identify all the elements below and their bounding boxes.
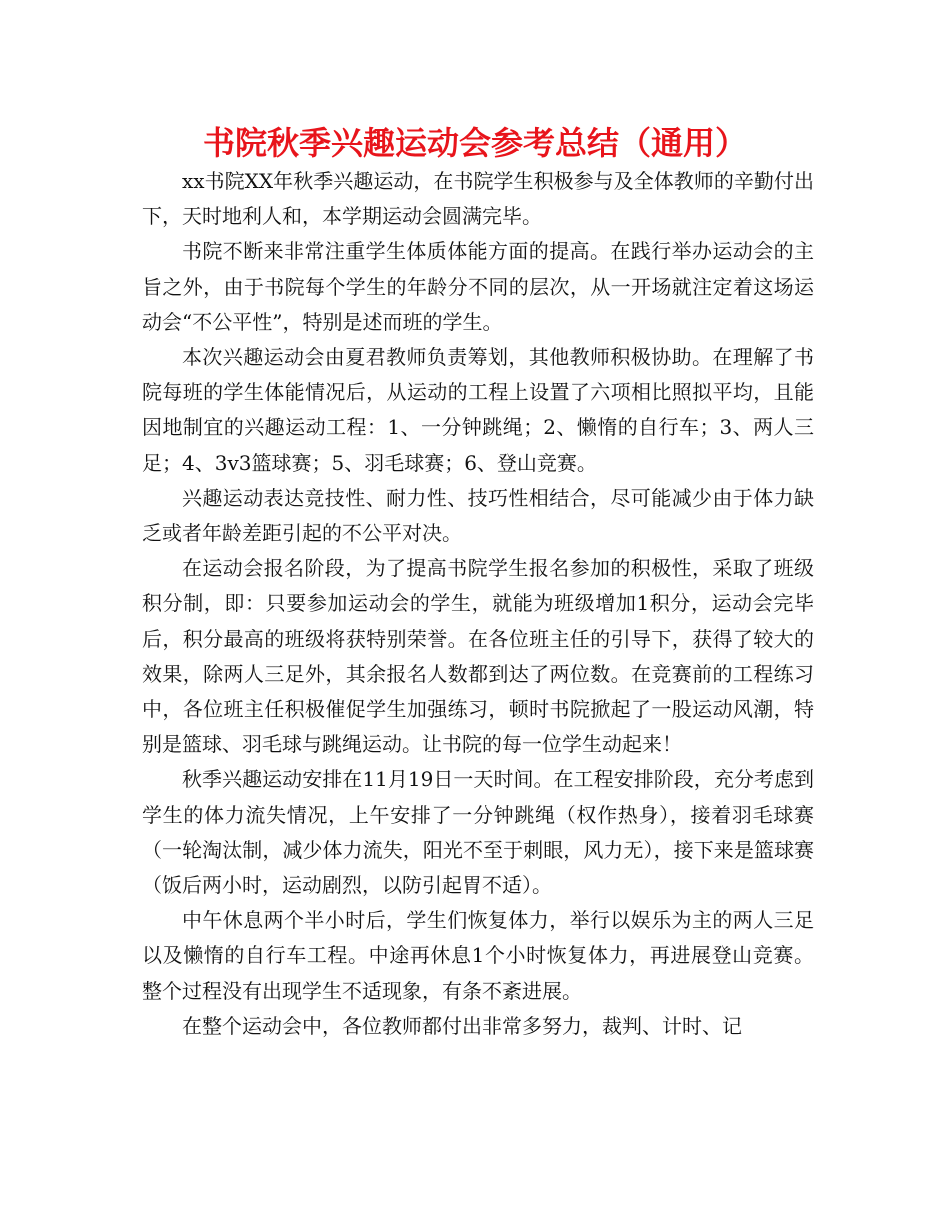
paragraph: 书院不断来非常注重学生体质体能方面的提高。在践行举办运动会的主旨之外，由于书院每个学生的年龄分不同的层次，从一开场就注定着这场运动会“不公平性”，特别是述而班的学生。 (142, 239, 814, 334)
paragraph: 秋季兴趣运动安排在11月19日一天时间。在工程安排阶段，充分考虑到学生的体力流失情况，上午安排了一分钟跳绳（权作热身），接着羽毛球赛（一轮淘汰制，减少体力流失，阳光不至于刺眼，风力无），接下来是篮球赛（饭后两小时，运动剧烈，以防引起胃不适）。 (142, 767, 814, 898)
paragraph: 兴趣运动表达竞技性、耐力性、技巧性相结合，尽可能减少由于体力缺乏或者年龄差距引起的不公平对决。 (142, 485, 814, 546)
document-title: 书院秋季兴趣运动会参考总结（通用） (202, 124, 747, 162)
paragraph: 在整个运动会中，各位教师都付出非常多努力，裁判、计时、记 (182, 1013, 742, 1038)
document-body (142, 164, 814, 1044)
paragraph: 在运动会报名阶段，为了提高书院学生报名参加的积极性，采取了班级积分制，即：只要参加运动会的学生，就能为班级增加1积分，运动会完毕后，积分最高的班级将获特别荣誉。在各位班主任的引导下，获得了较大的效果，除两人三足外，其余报名人数都到达了两位数。在竞赛前的工程练习中，各位班主任积极催促学生加强练习，顿时书院掀起了一股运动风潮，特别是篮球、羽毛球与跳绳运动。让书院的每一位学生动起来！ (142, 556, 814, 757)
paragraph: xx书院XX年秋季兴趣运动，在书院学生积极参与及全体教师的辛勤付出下，天时地利人和，本学期运动会圆满完毕。 (142, 169, 814, 229)
paragraph: 本次兴趣运动会由夏君教师负责筹划，其他教师积极协助。在理解了书院每班的学生体能情况后，从运动的工程上设置了六项相比照拟平均，且能因地制宜的兴趣运动工程：1、一分钟跳绳；2、懒惰的自行车；3、两人三足；4、3v3篮球赛；5、羽毛球赛；6、登山竞赛。 (142, 345, 814, 475)
paragraph: 中午休息两个半小时后，学生们恢复体力，举行以娱乐为主的两人三足以及懒惰的自行车工程。中途再休息1个小时恢复体力，再进展登山竞赛。整个过程没有出现学生不适现象，有条不紊进展。 (142, 908, 814, 1003)
